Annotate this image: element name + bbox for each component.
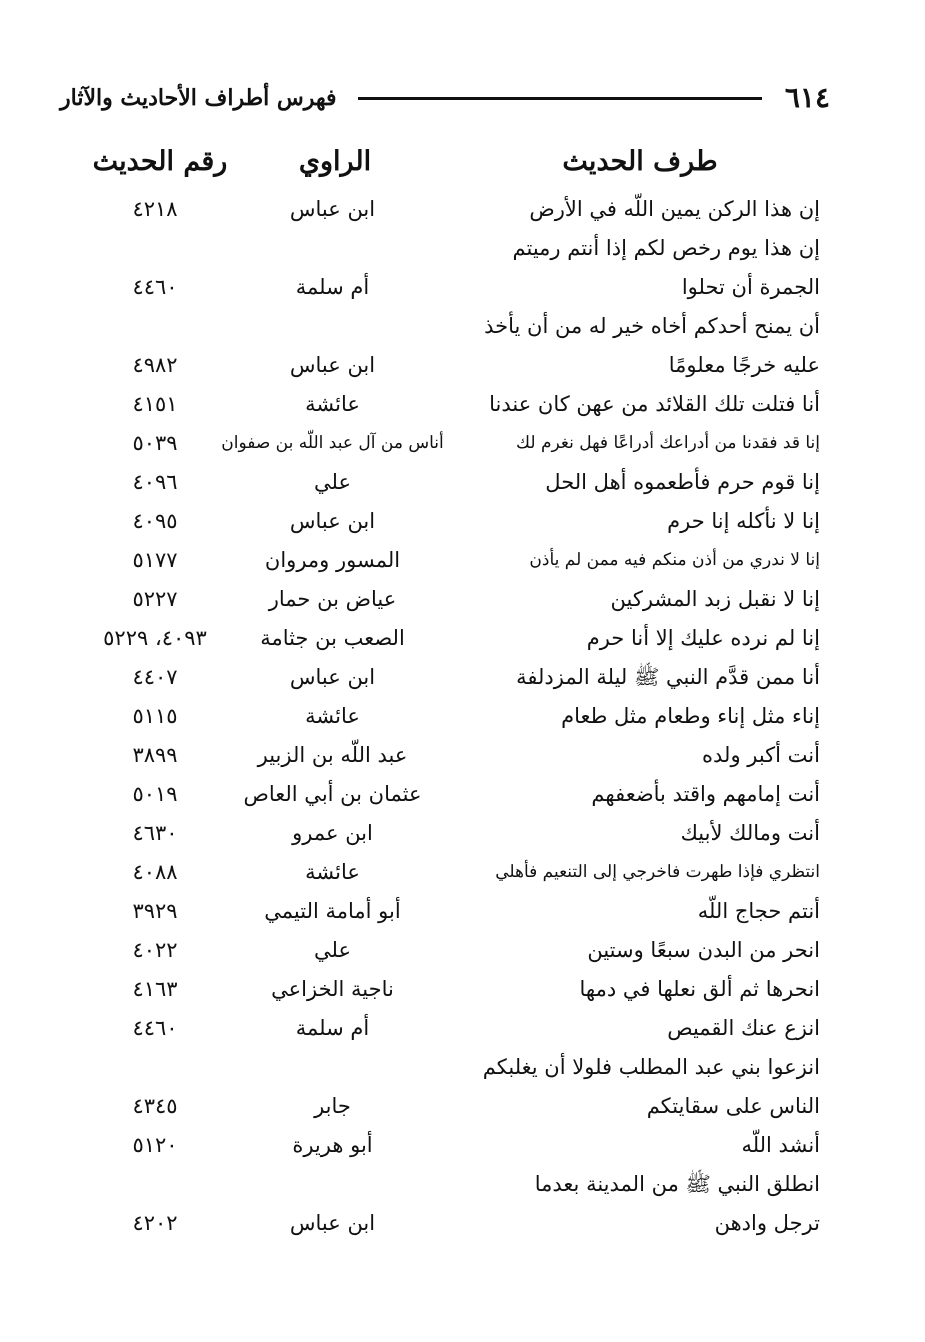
column-headers [0,140,925,184]
hadith-text: انتظري فإذا طهرت فاخرجي إلى التنعيم فأهلي [495,862,820,882]
narrator-name: عائشة [305,860,360,884]
table-row [0,658,925,697]
hadith-number: ٥١٧٧ [132,548,178,572]
hadith-number: ٤٠٨٨ [132,860,178,884]
hadith-number: ٥٠٣٩ [132,431,178,455]
hadith-number: ٥١٢٠ [132,1133,178,1157]
table-row [0,1048,925,1087]
hadith-text: الناس على سقايتكم [646,1094,820,1118]
hadith-number: ٤٠٩٦ [132,470,178,494]
hadith-text: انزعوا بني عبد المطلب فلولا أن يغلبكم [482,1055,820,1079]
table-row [0,697,925,736]
narrator-name: عثمان بن أبي العاص [243,782,422,806]
narrator-name: أم سلمة [295,275,370,299]
running-title: فهرس أطراف الأحاديث والآثار [60,85,337,111]
hadith-text: أن يمنح أحدكم أخاه خير له من أن يأخذ [484,314,820,338]
hadith-text: انزع عنك القميص [667,1016,820,1040]
narrator-name: أبو هريرة [292,1133,373,1157]
page-header [60,78,830,118]
hadith-text: أنا ممن قدَّم النبي ﷺ ليلة المزدلفة [516,665,820,689]
hadith-text: إنا لم نرده عليك إلا أنا حرم [586,626,820,650]
narrator-name: ابن عباس [289,509,376,533]
hadith-number: ٤٢٠٢ [132,1211,178,1235]
hadith-text: إن هذا يوم رخص لكم إذا أنتم رميتم [512,236,820,260]
hadith-number: ٤٦٣٠ [132,821,178,845]
table-row [0,502,925,541]
hadith-number: ٤١٦٣ [132,977,178,1001]
table-row [0,346,925,385]
table-row [0,190,925,229]
column-header-hadith: طرف الحديث [562,146,718,177]
hadith-text: أنا فتلت تلك القلائد من عهن كان عندنا [489,392,820,416]
column-header-narrator: الراوي [298,146,372,177]
hadith-text: إن هذا الركن يمين اللّه في الأرض [529,197,820,221]
table-row [0,892,925,931]
narrator-name: ابن عمرو [292,821,373,845]
hadith-text: ترجل وادهن [714,1211,820,1235]
table-row [0,736,925,775]
hadith-number: ٤٠٢٢ [132,938,178,962]
table-row [0,775,925,814]
hadith-text: إنا قوم حرم فأطعموه أهل الحل [545,470,820,494]
table-row [0,541,925,580]
narrator-name: ابن عباس [289,353,376,377]
narrator-name: ناجية الخزاعي [271,977,394,1001]
narrator-name: أبو أمامة التيمي [264,899,401,923]
table-row [0,385,925,424]
table-row [0,814,925,853]
hadith-text: أنتم حجاج اللّه [697,899,820,923]
table-row [0,229,925,268]
hadith-text: إنا قد فقدنا من أدراعك أدراعًا فهل نغرم لك [516,433,820,453]
hadith-text: انحر من البدن سبعًا وستين [587,938,820,962]
hadith-number: ٤٣٤٥ [132,1094,178,1118]
narrator-name: الصعب بن جثامة [260,626,405,650]
hadith-number: ٤١٥١ [132,392,178,416]
narrator-name: علي [314,470,351,494]
narrator-name: عياض بن حمار [268,587,397,611]
hadith-text: الجمرة أن تحلوا [681,275,820,299]
hadith-number: ٥١١٥ [132,704,178,728]
hadith-text: أنت ومالك لأبيك [680,821,820,845]
narrator-name: ابن عباس [289,197,376,221]
table-row [0,463,925,502]
hadith-text: إنا لا ندري من أذن منكم فيه ممن لم يأذن [529,550,820,570]
hadith-number: ٤٢١٨ [132,197,178,221]
hadith-text: أنت إمامهم واقتد بأضعفهم [591,782,820,806]
table-row [0,619,925,658]
hadith-number: ٥٠١٩ [132,782,178,806]
hadith-text: عليه خرجًا معلومًا [668,353,820,377]
hadith-text: إناء مثل إناء وطعام مثل طعام [561,704,820,728]
hadith-number: ٤٤٦٠ [132,275,178,299]
narrator-name: عائشة [305,392,360,416]
narrator-name: ابن عباس [289,665,376,689]
hadith-number: ٤٤٠٧ [132,665,178,689]
index-table [0,190,925,1243]
table-row [0,1087,925,1126]
table-row [0,424,925,463]
table-row [0,853,925,892]
page-number: ٦١٤ [784,81,830,114]
table-row [0,268,925,307]
header-rule [358,97,762,100]
hadith-number: ٣٩٢٩ [132,899,178,923]
table-row [0,1165,925,1204]
table-row [0,970,925,1009]
hadith-number: ٤٩٨٢ [132,353,178,377]
hadith-number: ٥٢٢٧ [132,587,178,611]
hadith-text: إنا لا نأكله إنا حرم [667,509,820,533]
narrator-name: أناس من آل عبد اللّه بن صفوان [221,433,444,453]
table-row [0,1204,925,1243]
narrator-name: عبد اللّه بن الزبير [257,743,408,767]
table-row [0,1009,925,1048]
table-row [0,580,925,619]
table-row [0,307,925,346]
table-row [0,1126,925,1165]
column-header-number: رقم الحديث [92,146,228,177]
hadith-number: ٤٠٩٥ [132,509,178,533]
narrator-name: جابر [314,1094,351,1118]
narrator-name: عائشة [305,704,360,728]
hadith-text: إنا لا نقبل زبد المشركين [610,587,820,611]
narrator-name: أم سلمة [295,1016,370,1040]
narrator-name: ابن عباس [289,1211,376,1235]
table-row [0,931,925,970]
hadith-text: أنت أكبر ولده [702,743,820,767]
hadith-text: انحرها ثم ألق نعلها في دمها [579,977,820,1001]
hadith-number: ٤٠٩٣، ٥٢٢٩ [103,626,207,650]
narrator-name: علي [314,938,351,962]
hadith-text: أنشد اللّه [741,1133,820,1157]
hadith-number: ٣٨٩٩ [132,743,178,767]
narrator-name: المسور ومروان [264,548,401,572]
hadith-number: ٤٤٦٠ [132,1016,178,1040]
hadith-text: انطلق النبي ﷺ من المدينة بعدما [534,1172,820,1196]
